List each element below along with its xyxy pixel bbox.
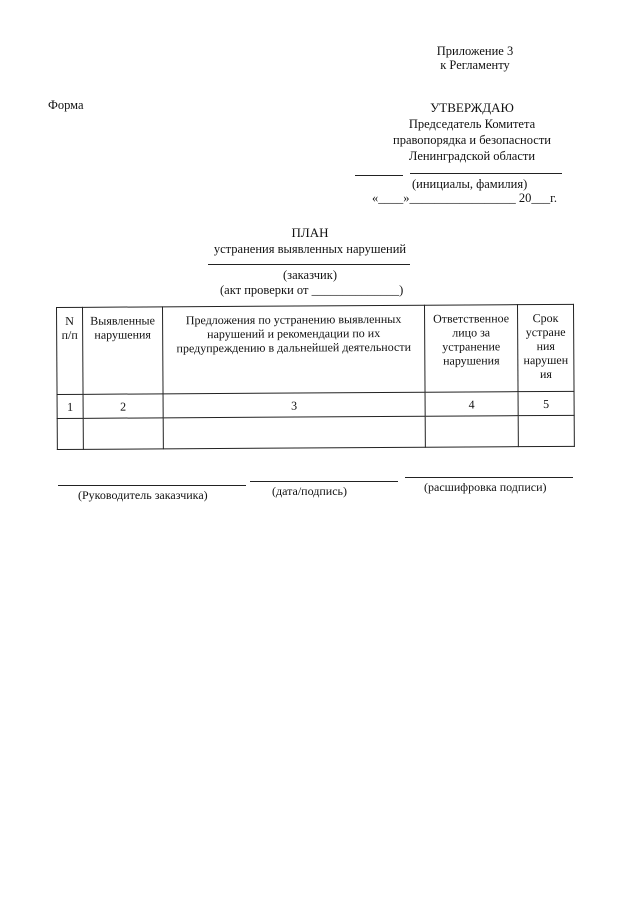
table-header-row	[57, 304, 575, 394]
inspection-act-line: (акт проверки от ______________)	[220, 283, 404, 297]
column-number: 2	[83, 394, 163, 418]
approval-block	[382, 101, 562, 165]
table-cell	[163, 416, 425, 449]
form-label: Форма	[48, 98, 84, 112]
customer-caption: (заказчик)	[283, 268, 337, 282]
signature-rule-short	[355, 175, 403, 176]
plan-subtitle: устранения выявленных нарушений	[213, 242, 407, 256]
table-cell	[425, 416, 518, 448]
header-violations: Выявленные нарушения	[83, 307, 164, 394]
header-responsible: Ответственное лицо за устранение нарушения	[424, 305, 518, 393]
table-row	[57, 415, 574, 449]
column-number: 5	[518, 391, 574, 415]
column-number: 1	[57, 394, 83, 418]
appendix-line-1: Приложение 3	[436, 44, 514, 58]
column-number-row	[57, 391, 574, 418]
table-cell	[83, 418, 163, 449]
header-number: N п/п	[57, 307, 84, 394]
plan-title-block	[180, 226, 440, 258]
customer-rule	[208, 264, 410, 265]
approval-date-line: «____»_________________ 20___г.	[372, 191, 557, 205]
date-signature-rule	[250, 481, 398, 482]
table-cell	[57, 418, 83, 449]
table-cell	[518, 415, 574, 446]
head-of-customer-caption: (Руководитель заказчика)	[78, 488, 208, 502]
column-number: 3	[163, 392, 425, 418]
header-deadline: Срок устране ния нарушен ия	[517, 304, 574, 391]
approval-line-1: Председатель Комитета	[408, 117, 536, 131]
header-proposals: Предложения по устранению выявленных нарушений и рекомендации по их предупреждению в дальнейшей деятельности	[163, 305, 426, 394]
approval-line-3: Ленинградской области	[408, 149, 536, 163]
head-signature-rule	[58, 485, 246, 486]
appendix-line-2: к Регламенту	[440, 58, 510, 72]
column-number: 4	[425, 392, 518, 417]
approval-heading: УТВЕРЖДАЮ	[430, 100, 514, 115]
plan-title: ПЛАН	[291, 225, 329, 240]
signature-rule-long	[410, 173, 562, 174]
plan-table	[56, 304, 575, 450]
date-signature-caption: (дата/подпись)	[272, 484, 347, 498]
appendix-block	[420, 44, 530, 72]
approval-sign-caption: (инициалы, фамилия)	[412, 177, 528, 191]
signature-decoding-caption: (расшифровка подписи)	[424, 480, 547, 494]
approval-line-2: правопорядка и безопасности	[393, 133, 551, 147]
decoding-signature-rule	[405, 477, 573, 478]
